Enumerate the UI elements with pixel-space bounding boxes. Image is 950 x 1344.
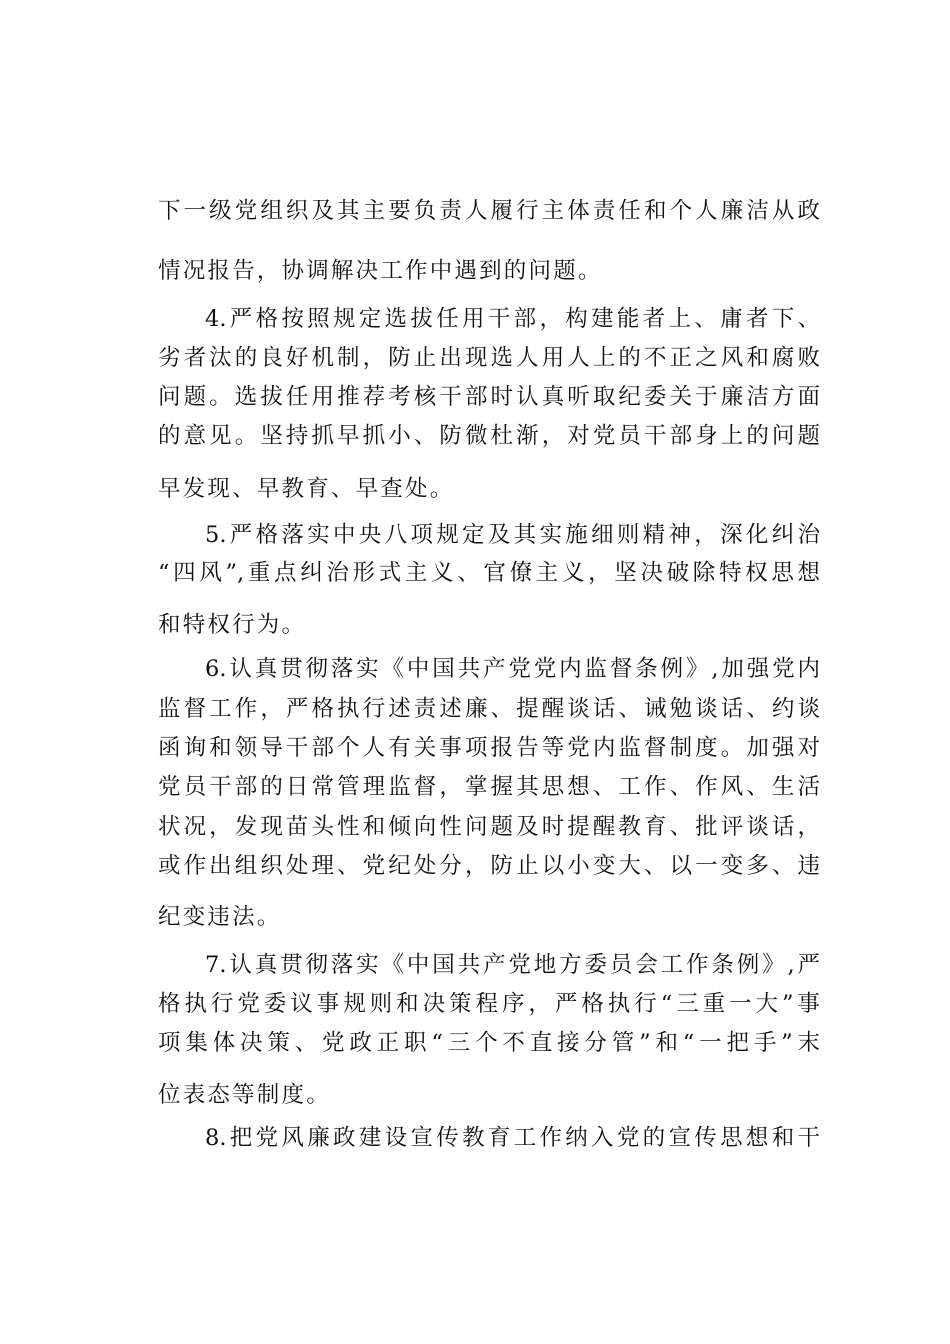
text-line: 下一级党组织及其主要负责人履行主体责任和个人廉洁从政 (158, 198, 820, 224)
text-line: 8.把党风廉政建设宣传教育工作纳入党的宣传思想和干 (205, 1125, 820, 1151)
text-line: 函询和领导干部个人有关事项报告等党内监督制度。加强对 (158, 735, 820, 761)
text-line: “四风”,重点纠治形式主义、官僚主义，坚决破除特权思想 (158, 560, 820, 586)
text-line: 项集体决策、党政正职“三个不直接分管”和“一把手”末 (158, 1030, 820, 1056)
text-line: 问题。选拔任用推荐考核干部时认真听取纪委关于廉洁方面 (158, 384, 820, 410)
text-line: 或作出组织处理、党纪处分，防止以小变大、以一变多、违 (158, 853, 820, 879)
text-line: 5.严格落实中央八项规定及其实施细则精神，深化纠治 (205, 522, 820, 548)
text-line: 早发现、早教育、早查处。 (158, 476, 455, 502)
text-line: 格执行党委议事规则和决策程序，严格执行“三重一大”事 (158, 991, 820, 1017)
text-line: 和特权行为。 (158, 612, 307, 638)
text-line: 情况报告，协调解决工作中遇到的问题。 (158, 258, 603, 284)
text-line: 监督工作，严格执行述责述廉、提醒谈话、诫勉谈话、约谈 (158, 696, 820, 722)
text-line: 纪变违法。 (158, 904, 282, 930)
text-line: 劣者汰的良好机制，防止出现选人用人上的不正之风和腐败 (158, 345, 820, 371)
text-line: 7.认真贯彻落实《中国共产党地方委员会工作条例》,严 (205, 952, 820, 978)
text-line: 党员干部的日常管理监督，掌握其思想、工作、作风、生活 (158, 774, 820, 800)
text-line: 4.严格按照规定选拔任用干部，构建能者上、庸者下、 (205, 306, 820, 332)
text-line: 6.认真贯彻落实《中国共产党党内监督条例》,加强党内 (205, 656, 820, 682)
text-line: 状况，发现苗头性和倾向性问题及时提醒教育、批评谈话， (158, 814, 820, 840)
text-line: 的意见。坚持抓早抓小、防微杜渐，对党员干部身上的问题 (158, 423, 820, 449)
text-line: 位表态等制度。 (158, 1082, 331, 1108)
